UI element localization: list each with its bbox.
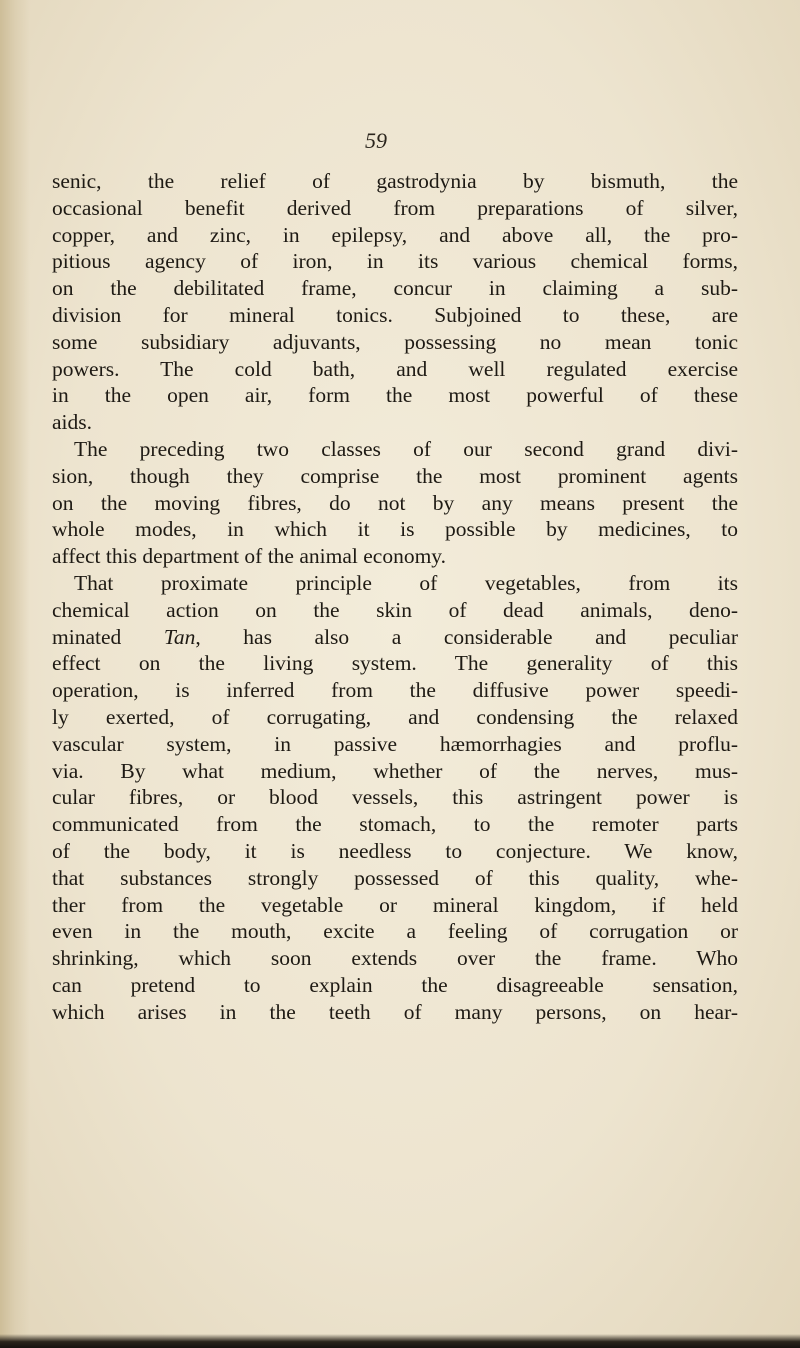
text-line: on the moving fibres, do not by any means present the bbox=[52, 490, 738, 515]
text-line: can pretend to explain the disagreeable sensation, bbox=[52, 972, 738, 997]
text-line: aids. bbox=[52, 410, 93, 435]
text-line: on the debilitated frame, concur in claiming a sub- bbox=[52, 276, 738, 301]
text-line: occasional benefit derived from preparations of silver, bbox=[52, 195, 738, 220]
text-line: operation, is inferred from the diffusive power speedi- bbox=[52, 678, 738, 703]
text-line: division for mineral tonics. Subjoined to these, are bbox=[52, 302, 738, 327]
text-line: sion, though they comprise the most prominent agents bbox=[52, 463, 738, 488]
text-line: ther from the vegetable or mineral kingdom, if held bbox=[52, 892, 738, 917]
text-line: chemical action on the skin of dead animals, deno- bbox=[52, 597, 738, 622]
text-line: The preceding two classes of our second grand divi- bbox=[74, 436, 738, 461]
page-gutter-shadow bbox=[0, 0, 30, 1348]
body-text bbox=[52, 168, 738, 1026]
page-number: 59 bbox=[365, 128, 387, 153]
page-bottom-edge bbox=[0, 1334, 800, 1348]
text-line: in the open air, form the most powerful of these bbox=[52, 383, 738, 408]
text-line: copper, and zinc, in epilepsy, and above all, the pro- bbox=[52, 222, 738, 247]
text-line: cular fibres, or blood vessels, this astringent power is bbox=[52, 785, 738, 810]
italic-term: Tan bbox=[163, 624, 196, 649]
text-line: that substances strongly possessed of this quality, whe- bbox=[52, 865, 738, 890]
text-line: whole modes, in which it is possible by medicines, to bbox=[52, 517, 738, 542]
text-line: effect on the living system. The generality of this bbox=[52, 651, 738, 676]
text-line: powers. The cold bath, and well regulated exercise bbox=[52, 356, 738, 381]
text-line: ly exerted, of corrugating, and condensing the relaxed bbox=[52, 704, 738, 729]
text-line: minated Tan, has also a considerable and peculiar bbox=[52, 624, 738, 649]
text-line: via. By what medium, whether of the nerves, mus- bbox=[52, 758, 738, 783]
text-line: even in the mouth, excite a feeling of corrugation or bbox=[52, 919, 738, 944]
text-line: shrinking, which soon extends over the frame. Who bbox=[52, 946, 738, 971]
text-line: which arises in the teeth of many persons, on hear- bbox=[52, 999, 738, 1024]
text-line: affect this department of the animal economy. bbox=[52, 544, 447, 569]
text-line: That proximate principle of vegetables, from its bbox=[74, 570, 738, 595]
text-line: of the body, it is needless to conjecture. We know, bbox=[52, 838, 738, 863]
text-line: vascular system, in passive hæmorrhagies and proflu- bbox=[52, 731, 738, 756]
text-line: some subsidiary adjuvants, possessing no mean tonic bbox=[52, 329, 738, 354]
text-line: pitious agency of iron, in its various chemical forms, bbox=[52, 249, 738, 274]
text-line: senic, the relief of gastrodynia by bismuth, the bbox=[52, 169, 738, 193]
text-line: communicated from the stomach, to the remoter parts bbox=[52, 812, 738, 837]
